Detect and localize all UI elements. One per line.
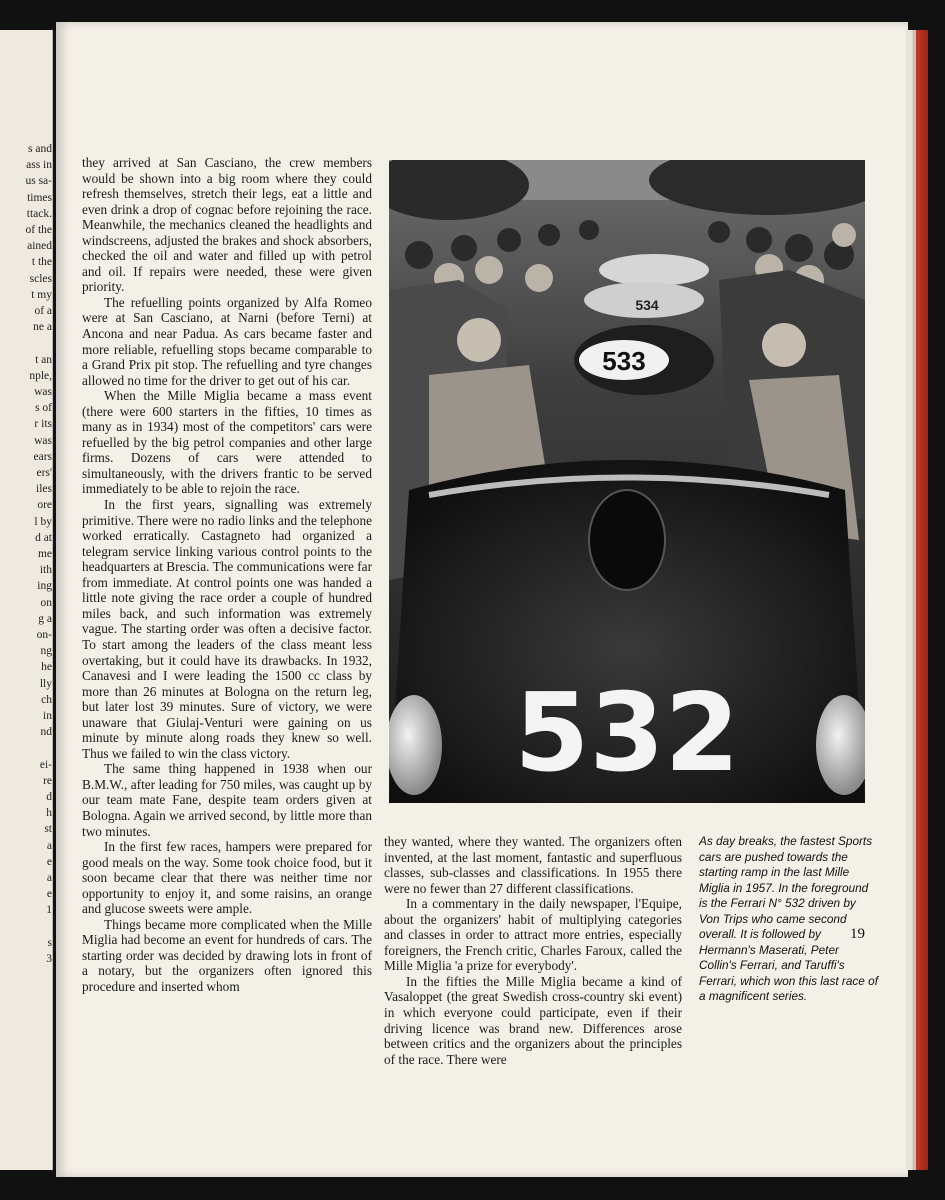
facing-page-text-fragment: lly [39,677,52,690]
paragraph: The same thing happened in 1938 when our B.M.W., after leading for 750 miles, was caught up by our team mate Fane, despite team orders given at Bologna. Again we arrived second, by little more than two minutes. [82,761,372,839]
paragraph: The refuelling points organized by Alfa Romeo were at San Casciano, at Narni (before Terni) at Ancona and near Padua. As cars became faster and more reliable, refuelling stops became comparable to a Grand Prix pit stop. The refuelling and tyre changes allowed no time for the driver to get out of his car. [82,294,372,388]
facing-page-text-fragment: me [37,548,52,560]
book-edge [906,30,928,1170]
race-photo [389,160,865,803]
photo-caption: As day breaks, the fastest Sports cars are pushed towards the starting ramp in the last Mille Miglia in 1957. In the foreground is the Ferrari N° 532 driven by Von Trips who came second overall. It is followed by Hermann's Maserati, Peter Collin's Ferrari, and Taruffi's Ferrari, which won this last race of a magnificent series. [699,834,878,1003]
text-column-right [384,834,682,1067]
facing-page-text-fragment: d at [35,531,52,544]
car-number-532: 532 [514,671,740,796]
facing-page-text-fragment: 3 [46,953,52,965]
facing-page-text-fragment: t the [31,256,52,269]
facing-page-text-fragment: ers' [36,467,52,479]
facing-page-edge [0,30,53,1170]
facing-page-text-fragment: l by [34,515,52,528]
photo-illustration [389,160,865,803]
facing-page-text-fragment: ne a [33,321,52,334]
facing-page-text-fragment: e [46,888,52,901]
paragraph: In the first years, signalling was extremely primitive. There were no radio links and the telephone worked erratically. Castagneto had organized a telegram service linking various control points to the headquarters at Brescia. The communications were far from immediate. At control points one was handed a little note giving the race order a couple of hundred miles back, and such information was extremely vague. The starting order was often a decisive factor. To start among the leaders of the class meant less overtaking, but it could have its drawbacks. In 1932, Canavesi and I were leading the 1500 cc class by more than 26 minutes at Bologna on the return leg, but later lost 39 minutes. Sure of victory, we were unaware that Giulaj-Venturi were gaining on us minute by minute along roads they knew so well. Thus we failed to win the class victory. [82,497,372,761]
facing-page-text-fragment: he [41,661,52,674]
facing-page-text-fragment: ng [40,645,52,658]
facing-page-text-fragment: was [34,386,52,398]
facing-page-text-fragment: s [47,936,52,949]
facing-page-text-fragment: a [46,872,52,884]
car-number-533: 533 [602,346,646,376]
facing-page-text-fragment: t my [31,288,52,301]
facing-page-text-fragment: ith [39,564,52,577]
facing-page-text-fragment: of a [34,305,52,317]
facing-page-text-fragment: of the [25,224,52,236]
facing-page-text-fragment: d [46,791,52,803]
facing-page-text-fragment: ing [37,580,52,593]
facing-page-text-fragment: ears [33,450,52,463]
facing-page-text-fragment: in [43,710,52,722]
paragraph: Things became more complicated when the Mille Miglia had become an event for hundreds of cars. The starting order was decided by drawing lots in front of a notary, but the organizers often ignored this procedure and inserted whom [82,916,372,994]
text-column-left [82,155,372,995]
paragraph: In the first few races, hampers were prepared for good meals on the way. Some took choice food, but it soon became clear that there was neither time nor opportunity to enjoy it, and some raisins, an orange and glucose sweets were ample. [82,839,372,917]
facing-page-text-fragment: r its [34,418,52,431]
facing-page-text-fragment: on [40,596,52,609]
facing-page-text-fragment: nple, [29,369,52,382]
facing-page-text-fragment: scles [29,272,52,285]
facing-page-text-fragment: nd [40,726,52,739]
facing-page-text-fragment: a [46,839,52,852]
facing-page-text-fragment: was [34,434,52,447]
facing-page-text-fragment: us sa- [25,175,52,188]
paragraph: In the fifties the Mille Miglia became a kind of Vasaloppet (the great Swedish cross-country ski event) in which everyone could participate, even if their driving licence was brand new. Differences arose between critics and the organizers about the principles of the race. There were [384,973,682,1067]
facing-page-text-fragment: re [43,774,52,787]
facing-page-text-fragment: ore [37,499,52,512]
facing-page-text-fragment: times [27,191,52,204]
facing-page-text-fragment: ained [27,240,52,253]
facing-page-text-fragment: ass in [26,159,52,172]
facing-page-text-fragment: ttack. [26,207,52,220]
facing-page-text-fragment: st [44,823,52,836]
facing-page-text-fragment: s and [28,143,52,155]
car-number-534: 534 [635,297,659,313]
paragraph: When the Mille Miglia became a mass event (there were 600 starters in the fifties, 10 times as many as in 1934) most of the competitors' cars were refuelled by the big petrol companies and other large firms. Dozens of cars were attended to simultaneously, with the drivers frantic to be served immediately to be able to rejoin the race. [82,388,372,497]
page-number: 19 [850,926,865,942]
facing-page-text-fragment: ch [41,693,52,706]
paragraph: In a commentary in the daily newspaper, l'Equipe, about the organizers' habit of multiplying categories and classes in order to attract more entries, especially foreigners, the French critic, Charles Faroux, called the Mille Miglia 'a prize for everybody'. [384,896,682,974]
paragraph: they wanted, where they wanted. The organizers often invented, at the last moment, fantastic and superfluous classes, sub-classes and classifications. In 1955 there were no fewer than 27 different classifications. [384,834,682,896]
facing-page-text-fragment: on- [36,629,52,641]
facing-page-text-fragment: t an [35,353,52,366]
facing-page-text-fragment: iles [36,483,52,496]
facing-page-text-fragment: e [46,855,52,868]
facing-page-text-fragment: ei- [39,758,52,771]
facing-page-text-fragment: g a [38,612,52,625]
book-page [56,22,908,1177]
facing-page-text-fragment: h [46,807,52,820]
facing-page-text-fragment: s of [35,402,52,415]
paragraph: they arrived at San Casciano, the crew members would be shown into a big room where they could refresh themselves, stretch their legs, eat a little and even drink a drop of cognac before rejoining the race. Meanwhile, the mechanics cleaned the headlights and windscreens, adjusted the brakes and shock absorbers, checked the oil and water and filled up with petrol and oil. If repairs were needed, these were given priority. [82,155,372,295]
facing-page-text-fragment: 1 [46,904,52,917]
